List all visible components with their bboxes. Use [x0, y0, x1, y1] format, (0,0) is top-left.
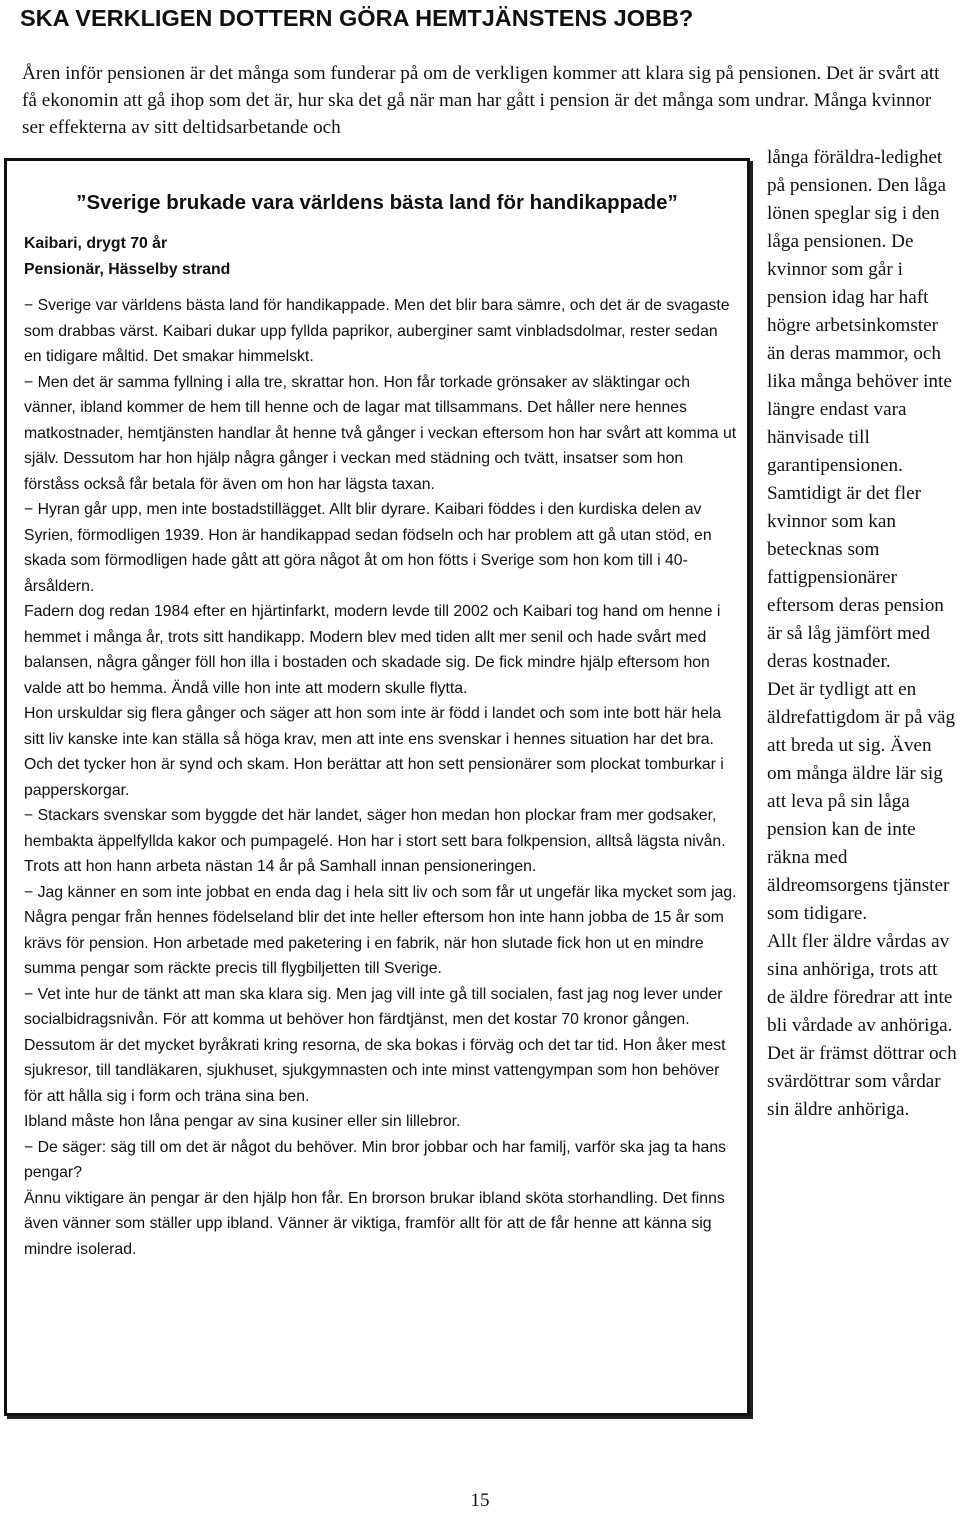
interview-paragraph: − Men det är samma fyllning i alla tre, skrattar hon. Hon får torkade grönsaker av släktingar och vänner, ibland kommer de hem till henne och de lagar mat tillsammans. Det håller nere hennes matkostnader, hemtjänsten handlar åt henne två gånger i veckan eftersom hon har svårt att komma ut själv. Dessutom har hon hjälp några gånger i veckan med städning och tvätt, insatser som hon förståss också får betala för även om hon har lägsta taxan.	[24, 373, 737, 493]
sidebar-paragraph: långa föräldra-ledighet på pensionen. Den låga lönen speglar sig i den låga pensionen. De kvinnor som går i pension idag har haft högre arbetsinkomster än deras mammor, och lika många behöver inte längre endast vara hänvisade till garantipensionen.	[767, 147, 952, 476]
interviewee-occupation: Pensionär, Hässelby strand	[24, 260, 231, 278]
interview-paragraph: Ibland måste hon låna pengar av sina kusiner eller sin lillebror.	[24, 1113, 461, 1130]
interview-heading: ”Sverige brukade vara världens bästa land för handikappade”	[76, 191, 678, 214]
interview-paragraph: Ännu viktigare än pengar är den hjälp hon får. En brorson brukar ibland sköta storhandling. Det finns även vänner som ställer upp ibland. Vänner är viktiga, framför allt för att de får henne att känna sig mindre isolerad.	[24, 1189, 725, 1258]
interviewee-name: Kaibari, drygt 70 år	[24, 235, 168, 252]
page-number: 15	[470, 1490, 490, 1511]
intro-paragraph: Åren inför pensionen är det många som funderar på om de verkligen kommer att klara sig på pensionen. Det är svårt att få ekonomin att gå ihop som det är, hur ska det gå när man har gått i pension är det många som undrar. Många kvinnor ser effekterna av sitt deltidsarbetande och	[22, 63, 940, 138]
sidebar-column	[767, 144, 959, 1124]
interview-body	[24, 231, 739, 1262]
interview-paragraph: − Stackars svenskar som byggde det här landet, säger hon medan hon plockar fram mer godsaker, hembakta äppelfyllda kakor och pumpagelé. Hon har i stort sett bara folkpension, alltså lägsta nivån. Trots att hon hann arbeta nästan 14 år på Samhall innan pensioneringen.	[24, 807, 726, 875]
interview-paragraph: − Hyran går upp, men inte bostadstillägget. Allt blir dyrare. Kaibari föddes i den kurdiska delen av Syrien, förmodligen 1939. Hon är handikappad sedan födseln och har problem att gå utan stöd, en skada som förmodligen hade gått att göra något åt om hon fötts i Sverige som hon kom till i 40-årsåldern.	[24, 501, 712, 595]
interview-paragraph: − Jag känner en som inte jobbat en enda dag i hela sitt liv och som får ut ungefär lika mycket som jag. Några pengar från hennes födelseland blir det inte heller eftersom hon inte hann jobba de 15 år som krävs för pension. Hon arbetade med paketering i en fabrik, när hon slutade fick hon ut en mindre summa pengar som räckte precis till flygbiljetten till Sverige.	[24, 883, 737, 977]
interview-paragraph: − Vet inte hur de tänkt att man ska klara sig. Men jag vill inte gå till socialen, fast jag nog lever under socialbidragsnivån. För att komma ut behöver hon färdtjänst, men det kostar 70 kronor gången. Dessutom är det mycket byråkrati kring resorna, de ska bokas i förväg och det tar tid. Hon åker mest sjukresor, till tandläkaren, sjukhuset, sjukgymnasten och inte minst vattengympan som hon behöver för att hålla sig i form och träna sina ben.	[24, 985, 726, 1105]
sidebar-paragraph: Det är tydligt att en äldrefattigdom är på väg att breda ut sig. Även om många äldre lär sig att leva på sin låga pension kan de inte räkna med äldreomsorgens tjänster som tidigare.	[767, 679, 956, 924]
sidebar-paragraph: Allt fler äldre vårdas av sina anhöriga, trots att de äldre föredrar att inte bli vårdade av anhöriga. Det är främst döttrar och svärdöttrar som vårdar sin äldre anhöriga.	[767, 931, 957, 1120]
interview-paragraph: Hon urskuldar sig flera gånger och säger att hon som inte är född i landet och som inte bott här hela sitt liv kanske inte kan ställa så höga krav, men att inte ens svenskar i hennes situation har det bra. Och det tycker hon är synd och skam. Hon berättar att hon sett pensionärer som plockat tomburkar i papperskorgar.	[24, 705, 724, 799]
page-title: SKA VERKLIGEN DOTTERN GÖRA HEMTJÄNSTENS JOBB?	[20, 5, 694, 31]
interview-box	[4, 158, 750, 1416]
sidebar-paragraph: Samtidigt är det fler kvinnor som kan betecknas som fattigpensionärer eftersom deras pension är så låg jämfört med deras kostnader.	[767, 483, 944, 672]
interview-paragraph: − De säger: säg till om det är något du behöver. Min bror jobbar och har familj, varför ska jag ta hans pengar?	[24, 1138, 727, 1181]
interview-paragraph: Fadern dog redan 1984 efter en hjärtinfarkt, modern levde till 2002 och Kaibari tog hand om henne i hemmet i många år, trots sitt handikapp. Modern blev med tiden allt mer senil och hade svårt med balansen, några gånger föll hon illa i bostaden och skadade sig. De fick mindre hjälp eftersom hon valde att bo hemma. Ändå ville hon inte att modern skulle flytta.	[24, 603, 721, 697]
interview-paragraph: − Sverige var världens bästa land för handikappade. Men det blir bara sämre, och det är de svagaste som drabbas värst. Kaibari dukar upp fyllda paprikor, auberginer samt vinbladsdolmar, rester sedan en tidigare måltid. Det smakar himmelskt.	[24, 297, 730, 365]
